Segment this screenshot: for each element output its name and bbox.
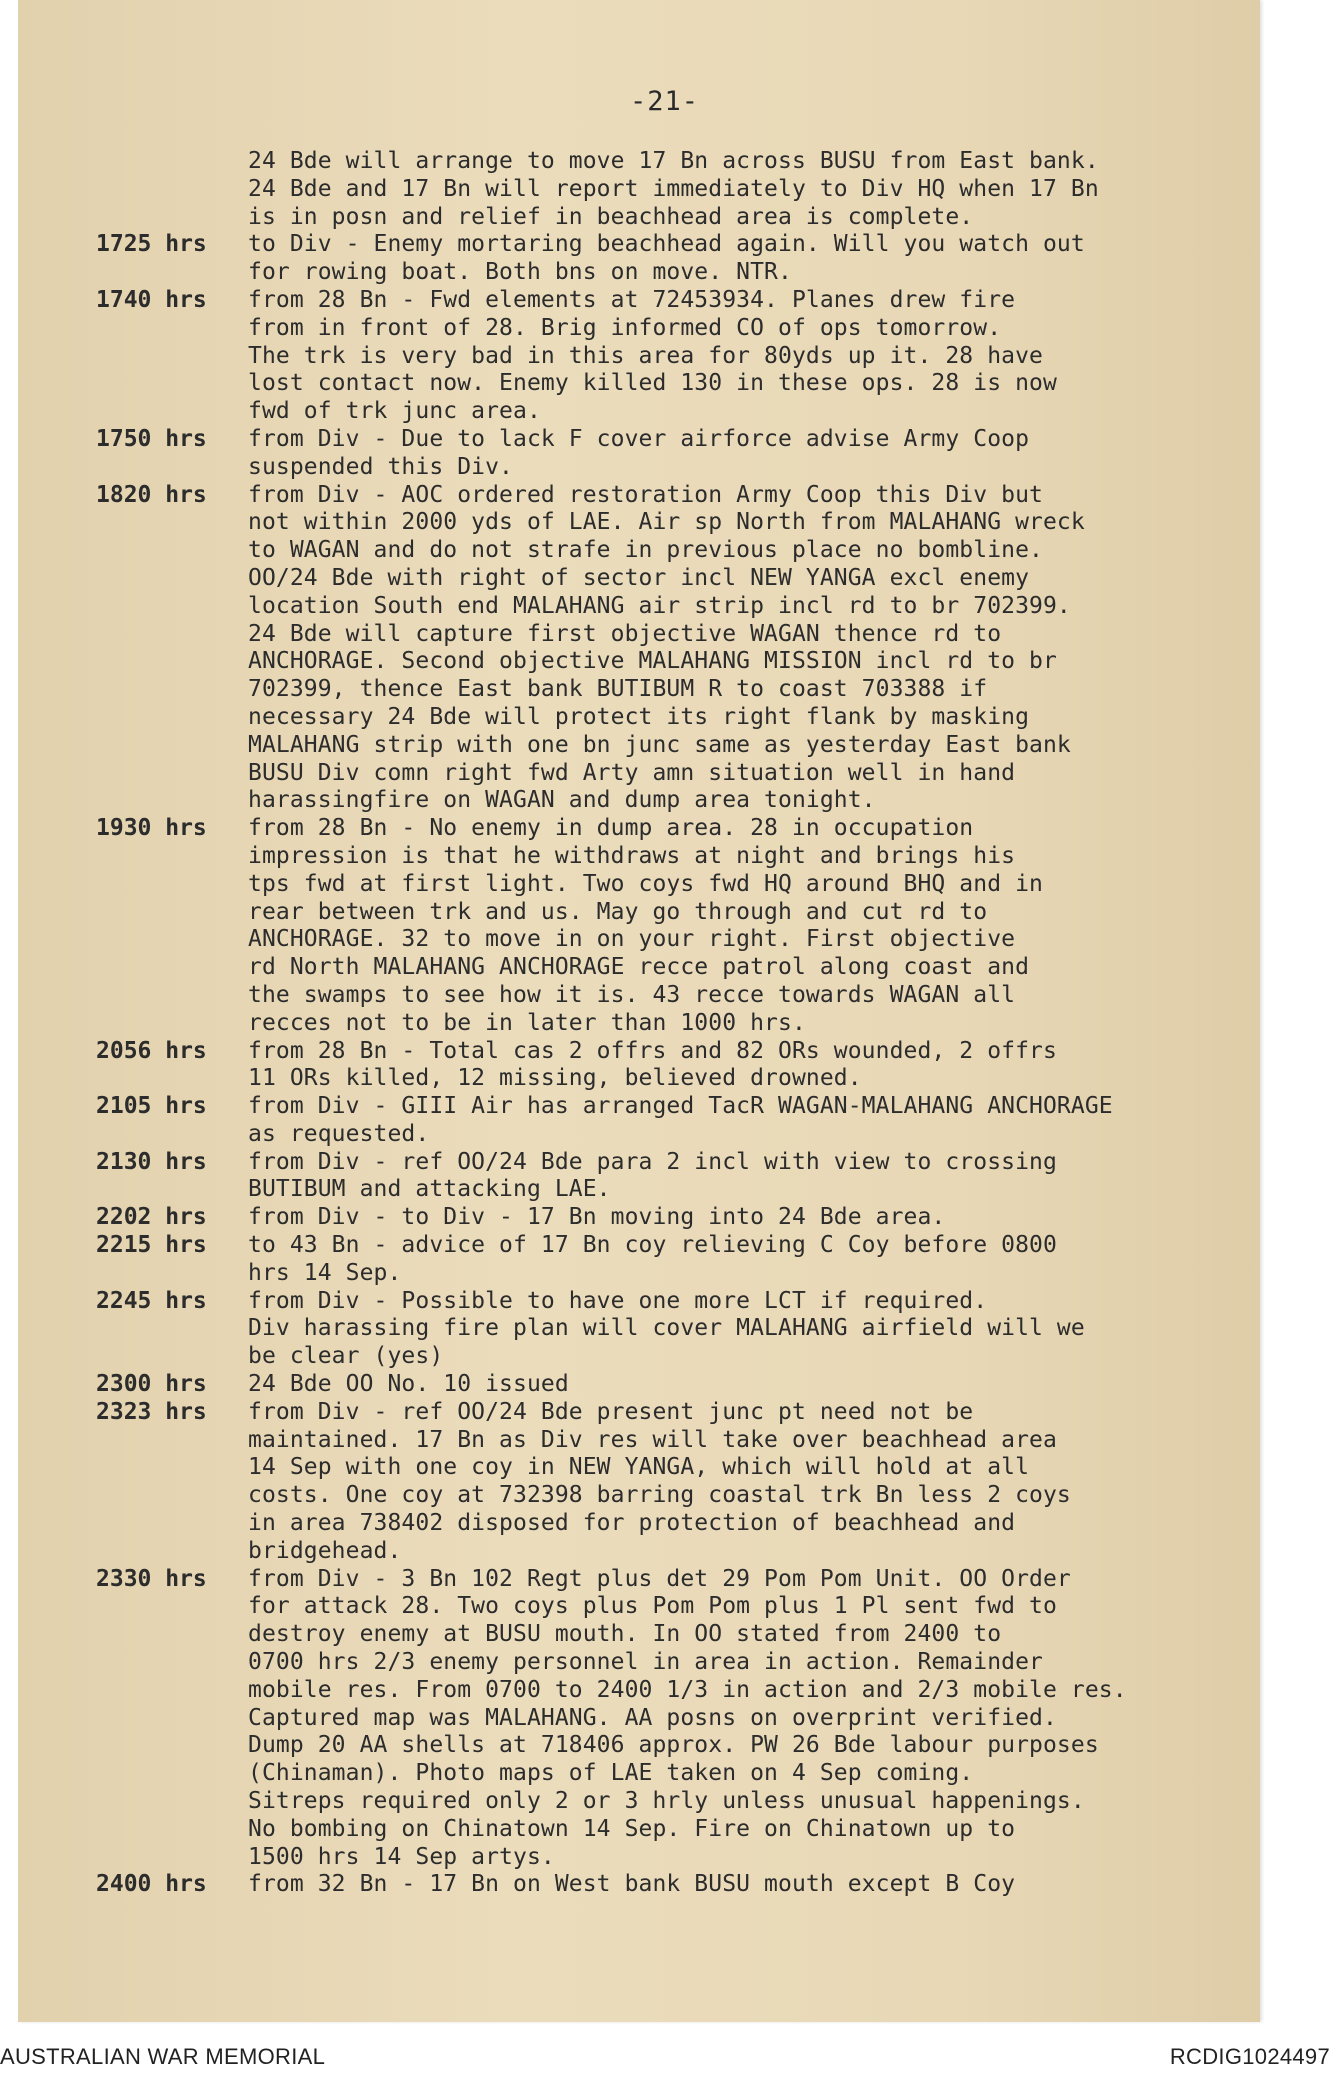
entry-text: from Div - Possible to have one more LCT if required. Div harassing fire plan will cover MALAHANG airfield will we be clear (yes) [248, 1287, 1085, 1370]
entry-time: 2056 hrs [96, 1037, 207, 1064]
entry-text: 24 Bde will arrange to move 17 Bn across BUSU from East bank. 24 Bde and 17 Bn will report immediately to Div HQ when 17 Bn is in posn and relief in beachhead area is complete. [248, 148, 1099, 230]
entry-time: 2105 hrs [96, 1093, 207, 1120]
entry-time: 2400 hrs [96, 1871, 207, 1898]
diary-entry [96, 1232, 1286, 1288]
entry-time: 2130 hrs [96, 1148, 207, 1175]
diary-entry [96, 815, 1286, 1037]
archive-credit: AUSTRALIAN WAR MEMORIAL [0, 2044, 326, 2069]
entry-text: from 32 Bn - 17 Bn on West bank BUSU mouth except B Coy [248, 1871, 1016, 1898]
entry-text: from 28 Bn - Fwd elements at 72453934. Planes drew fire from in front of 28. Brig informed CO of ops tomorrow. The trk is very bad in this area for 80yds up it. 28 have lost contact now. Enemy killed 130 in these ops. 28 is now fwd of trk junc area. [248, 286, 1057, 425]
diary-entry [96, 426, 1286, 482]
entry-text: from 28 Bn - Total cas 2 offrs and 82 ORs wounded, 2 offrs 11 ORs killed, 12 missing, believed drowned. [248, 1037, 1057, 1092]
diary-entry [96, 482, 1286, 816]
entry-text: from Div - 3 Bn 102 Regt plus det 29 Pom Pom Unit. OO Order for attack 28. Two coys plus Pom Pom plus 1 Pl sent fwd to destroy enemy at BUSU mouth. In OO stated from 2400 to 0700 hrs 2/3 enemy personnel in area in action. Remainder mobile res. From 0700 to 2400 1/3 in action and 2/3 mobile res. Captured map was MALAHANG. AA posns on overprint verified. Dump 20 AA shells at 718406 approx. PW 26 Bde labour purposes (Chinaman). Photo maps of LAE taken on 4 Sep coming. Sitreps required only 2 or 3 hrly unless unusual happenings. No bombing on Chinatown 14 Sep. Fire on Chinatown up to 1500 hrs 14 Sep artys. [248, 1565, 1127, 1870]
diary-entry [96, 1399, 1286, 1566]
entry-time: 2300 hrs [96, 1371, 207, 1398]
diary-entry [96, 287, 1286, 426]
diary-entry [96, 1093, 1286, 1149]
entry-text: from Div - ref OO/24 Bde present junc pt need not be maintained. 17 Bn as Div res will take over beachhead area 14 Sep with one coy in NEW YANGA, which will hold at all costs. One coy at 732398 barring coastal trk Bn less 2 coys in area 738402 disposed for protection of beachhead and bridgehead. [248, 1398, 1071, 1564]
diary-entry [96, 1566, 1286, 1872]
entry-text: to Div - Enemy mortaring beachhead again. Will you watch out for rowing boat. Both bns on move. NTR. [248, 231, 1085, 286]
entry-time: 2330 hrs [96, 1565, 207, 1592]
diary-entry [96, 1288, 1286, 1371]
archive-reference-id: RCDIG1024497 [1169, 2044, 1330, 2069]
entry-time: 1750 hrs [96, 425, 207, 452]
diary-entry [96, 1871, 1286, 1899]
document-page [18, 0, 1260, 2022]
entry-time: 1725 hrs [96, 231, 207, 258]
entry-time [96, 148, 248, 231]
entry-time: 2215 hrs [96, 1232, 207, 1259]
entry-time: 1740 hrs [96, 286, 207, 313]
diary-entry [96, 1204, 1286, 1232]
entry-text: from Div - GIII Air has arranged TacR WAGAN-MALAHANG ANCHORAGE as requested. [248, 1093, 1113, 1147]
entry-time: 2245 hrs [96, 1287, 207, 1314]
page-number: -21- [630, 86, 700, 117]
entry-text: from 28 Bn - No enemy in dump area. 28 in occupation impression is that he withdraws at night and brings his tps fwd at first light. Two coys fwd HQ around BHQ and in rear between trk and us. May go through and cut rd to ANCHORAGE. 32 to move in on your right. First objective rd North MALAHANG ANCHORAGE recce patrol along coast and the swamps to see how it is. 43 recce towards WAGAN all recces not to be in later than 1000 hrs. [248, 815, 1043, 1036]
diary-entry [96, 1149, 1286, 1205]
entry-time: 2202 hrs [96, 1204, 207, 1231]
entry-text: from Div - to Div - 17 Bn moving into 24 Bde area. [248, 1204, 946, 1231]
entry-text: from Div - AOC ordered restoration Army Coop this Div but not within 2000 yds of LAE. Air sp North from MALAHANG wreck to WAGAN and do not strafe in previous place no bombline. OO/24 Bde with right of sector incl NEW YANGA excl enemy location South end MALAHANG air strip incl rd to br 702399. 24 Bde will capture first objective WAGAN thence rd to ANCHORAGE. Second objective MALAHANG MISSION incl rd to br 702399, thence East bank BUTIBUM R to coast 703388 if necessary 24 Bde will protect its right flank by masking MALAHANG strip with one bn junc same as yesterday East bank BUSU Div comn right fwd Arty amn situation well in hand harassingfire on WAGAN and dump area tonight. [248, 481, 1085, 814]
diary-entry [96, 1371, 1286, 1399]
entry-time: 1820 hrs [96, 481, 207, 508]
entry-text: from Div - Due to lack F cover airforce advise Army Coop suspended this Div. [248, 425, 1030, 480]
diary-entry [96, 1038, 1286, 1094]
diary-entry [96, 231, 1286, 287]
diary-entry [96, 148, 1286, 231]
entry-text: from Div - ref OO/24 Bde para 2 incl with view to crossing BUTIBUM and attacking LAE. [248, 1148, 1057, 1203]
entry-time: 1930 hrs [96, 815, 207, 842]
entry-time: 2323 hrs [96, 1398, 207, 1425]
entry-text: to 43 Bn - advice of 17 Bn coy relieving C Coy before 0800 hrs 14 Sep. [248, 1232, 1057, 1286]
war-diary-entries [96, 148, 1286, 1899]
entry-text: 24 Bde OO No. 10 issued [248, 1371, 569, 1398]
